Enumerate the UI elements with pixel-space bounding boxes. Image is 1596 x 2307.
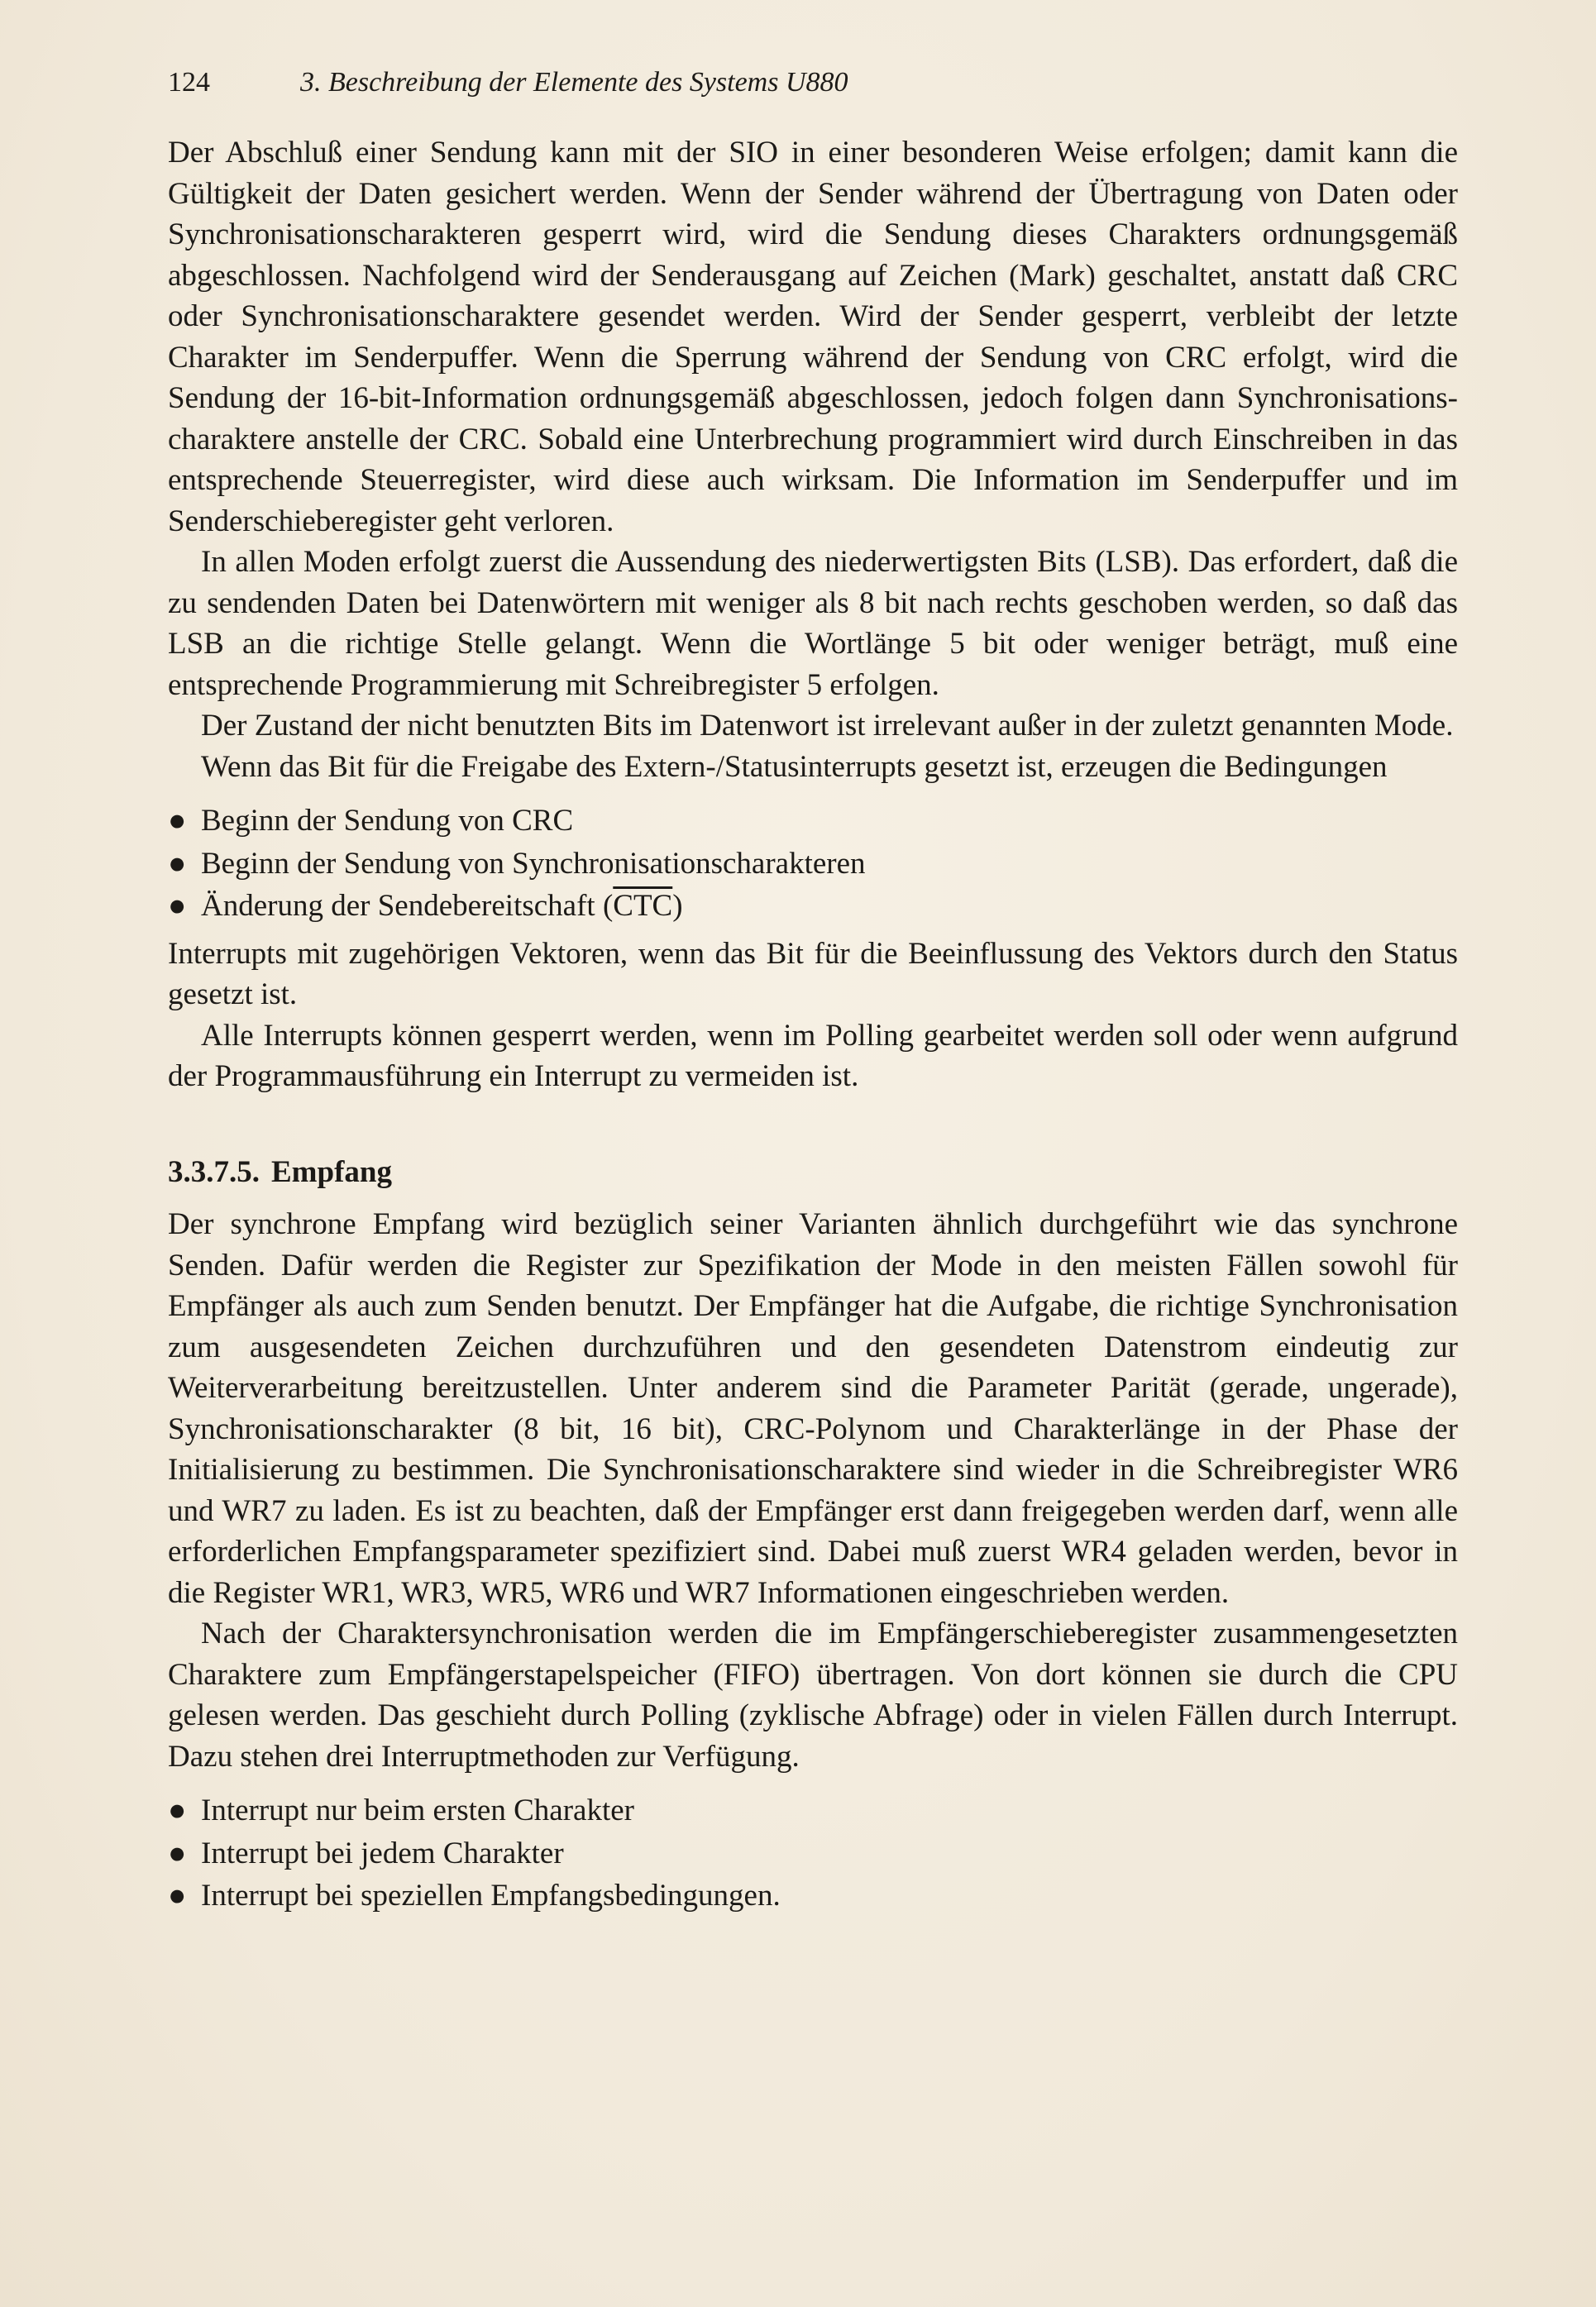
list-item — [168, 1790, 1458, 1832]
list-item-text: Interrupt nur beim ersten Charakter — [201, 1794, 634, 1827]
list-item — [168, 886, 1458, 927]
paragraph-status-interrupt: Wenn das Bit für die Freigabe des Extern-/Statusinterrupts gesetzt ist, erzeugen die Bedingungen — [201, 749, 1388, 784]
paragraph-unused-bits: Der Zustand der nicht benutzten Bits im Datenwort ist irrelevant außer in der zuletzt genannten Mode. — [201, 709, 1454, 743]
paragraph-character-sync: Nach der Charaktersynchronisation werden die im Empfängerschieberegister zusammengesetzten Charaktere zum Empfängerstapelspeicher (FIFO) übertragen. Von dort können sie durch die CPU gelesen werden. Das geschieht durch Polling (zyklische Abfrage) oder in vielen Fällen durch Interrupt. Dazu stehen drei Interruptmethoden zur Verfügung. — [168, 1617, 1458, 1774]
bullet-icon: ● — [168, 1879, 187, 1913]
running-header — [168, 64, 848, 101]
ctc-signal-overline: $\overline{CTC}$ — [613, 889, 673, 923]
list-item — [168, 1833, 1458, 1875]
bullet-icon: ● — [168, 1836, 187, 1870]
list-item-text: Beginn der Sendung von CRC — [201, 804, 574, 838]
paragraph-lsb-first: In allen Moden erfolgt zuerst die Aussendung des niederwertigsten Bits (LSB). Das erfordert, daß die zu sendenden Daten bei Datenwörtern mit weniger als 8 bit nach rechts geschoben werden, so daß das LSB an die richtige Stelle gelangt. Wenn die Wortlänge 5 bit oder weniger beträgt, muß eine entsprechende Programmierung mit Schreibregister 5 erfolgen. — [168, 545, 1458, 702]
bullet-icon: ● — [168, 804, 187, 838]
interrupt-conditions-list — [168, 800, 1458, 927]
list-item-text: Änderung der Sendebereitschaft ( — [201, 889, 614, 923]
list-item — [168, 1875, 1458, 1917]
list-item-text: Interrupt bei jedem Charakter — [201, 1836, 564, 1870]
interrupt-methods-list — [168, 1790, 1458, 1917]
body-text — [168, 132, 1458, 1923]
page-number: 124 — [168, 67, 210, 98]
paragraph-polling: Alle Interrupts können gesperrt werden, wenn im Polling gearbeitet werden soll oder wenn aufgrund der Programmausführung ein Interrupt zu vermeiden ist. — [168, 1018, 1458, 1093]
list-item — [168, 843, 1458, 885]
list-item — [168, 800, 1458, 842]
section-title: Empfang — [271, 1154, 392, 1189]
bullet-icon: ● — [168, 1794, 187, 1827]
bullet-icon: ● — [168, 846, 187, 881]
paragraph-interrupt-vectors: Interrupts mit zugehörigen Vektoren, wenn das Bit für die Beeinflussung des Vektors durch den Status gesetzt ist. — [168, 936, 1458, 1011]
running-title: 3. Beschreibung der Elemente des Systems U880 — [300, 67, 848, 98]
list-item-text: Beginn der Sendung von Synchronisationscharakteren — [201, 846, 866, 881]
paragraph-synchronous-receive: Der synchrone Empfang wird bezüglich seiner Varianten ähnlich durchgeführt wie das synchrone Senden. Dafür werden die Register zur Spezifikation der Mode in den meisten Fällen sowohl für Empfänger als auch zum Senden benutzt. Der Empfänger hat die Aufgabe, die richtige Synchronisation zum ausgesendeten Zeichen durchzuführen und den gesendeten Datenstrom eindeutig zur Weiterverarbeitung bereitzustellen. Unter anderem sind die Parameter Parität (gerade, ungerade), Synchronisationscharakter (8 bit, 16 bit), CRC-Polynom und Charakterlänge in der Phase der Initialisierung zu bestimmen. Die Synchronisationscharaktere sind wieder in die Schreibregister WR6 und WR7 zu laden. Es ist zu beachten, daß der Empfänger erst dann freigegeben werden darf, wenn alle erforderlichen Empfangsparameter spezifiziert sind. Dabei muß zuerst WR4 geladen werden, bevor in die Register WR1, WR3, WR5, WR6 und WR7 Informationen eingeschrieben werden. — [168, 1207, 1458, 1610]
list-item-text: Interrupt bei speziellen Empfangsbedingungen. — [201, 1879, 781, 1913]
paragraph-transmission-end: Der Abschluß einer Sendung kann mit der SIO in einer besonderen Weise erfolgen; damit kann die Gültigkeit der Daten gesichert werden. Wenn der Sender während der Übertragung von Daten oder Synchronisationscharakteren gesperrt wird, wird die Sendung dieses Charakters ordnungsgemäß abgeschlossen. Nachfolgend wird der Senderausgang auf Zeichen (Mark) geschaltet, anstatt daß CRC oder Synchronisationscharaktere gesendet werden. Wird der Sender gesperrt, verbleibt der letzte Charakter im Senderpuffer. Wenn die Sperrung während der Sendung von CRC erfolgt, wird die Sendung der 16-bit-Information ordnungsgemäß abgeschlossen, jedoch folgen dann Synchronisationscharaktere anstelle der CRC. Sobald eine Unterbrechung programmiert wird durch Einschreiben in das entsprechende Steuerregister, wird diese auch wirksam. Die Information im Senderpuffer und im Senderschieberegister geht verloren. — [168, 136, 1458, 538]
section-number: 3.3.7.5. — [168, 1154, 260, 1189]
section-heading — [168, 1152, 1458, 1193]
bullet-icon: ● — [168, 889, 187, 923]
list-item-text-suffix: ) — [672, 889, 683, 923]
